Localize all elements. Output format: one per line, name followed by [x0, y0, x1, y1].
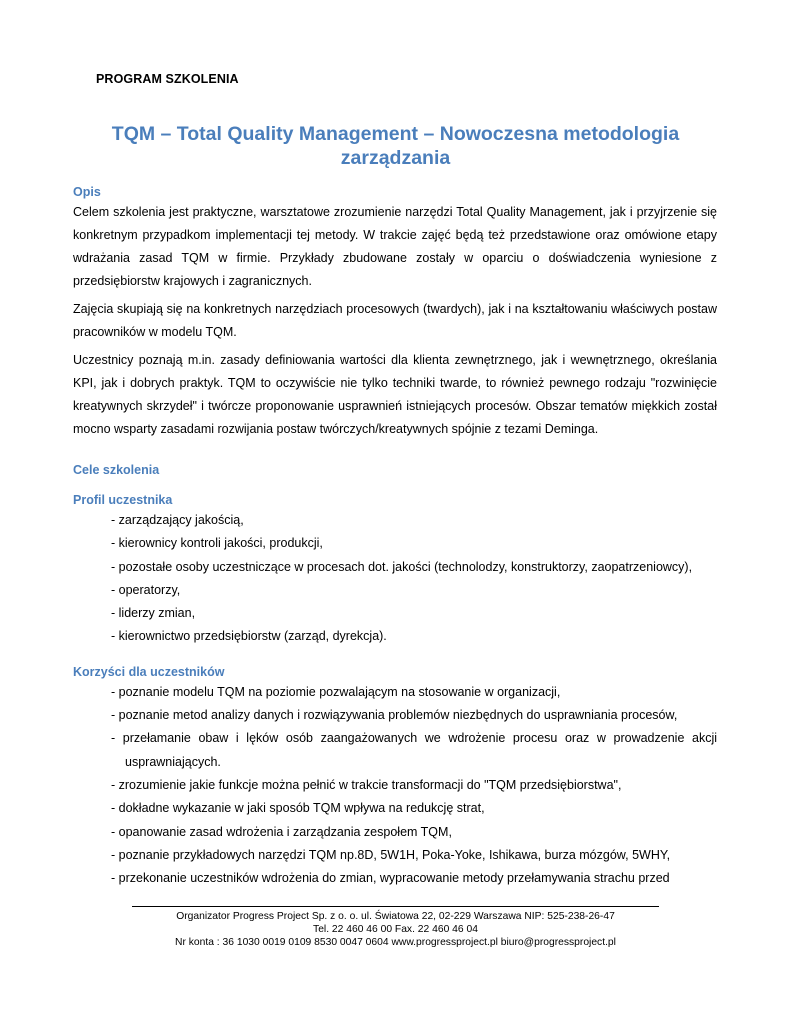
list-item: - zarządzający jakością,	[111, 513, 244, 527]
footer-address: Organizator Progress Project Sp. z o. o. ul. Światowa 22, 02-229 Warszawa NIP: 525-238-26-47	[176, 911, 615, 922]
list-item: - opanowanie zasad wdrożenia i zarządzania zespołem TQM,	[111, 824, 452, 839]
opis-paragraph: Zajęcia skupiają się na konkretnych narzędziach procesowych (twardych), jak i na kształtowaniu właściwych postaw pracowników w modelu TQM.	[73, 302, 717, 339]
program-label: PROGRAM SZKOLENIA	[96, 72, 239, 86]
list-item: - przełamanie obaw i lęków osób zaangażowanych we wdrożenie procesu oraz w prowadzenie akcji usprawniających.	[111, 731, 717, 769]
list-item: - poznanie przykładowych narzędzi TQM np.8D, 5W1H, Poka-Yoke, Ishikawa, burza mózgów, 5WHY,	[111, 847, 671, 862]
footer-phone: Tel. 22 460 46 00 Fax. 22 460 46 04	[313, 924, 478, 935]
list-item: - zrozumienie jakie funkcje można pełnić w trakcie transformacji do "TQM przedsiębiorstwa",	[111, 777, 622, 792]
opis-paragraph: Uczestnicy poznają m.in. zasady definiowania wartości dla klienta zewnętrznego, jak i wewnętrznego, określania KPI, jak i dobrych praktyk. TQM to oczywiście nie tylko techniki twarde, to również pewnego rodzaju "rozwinięcie kreatywnych skrzydeł" i twórcze proponowanie usprawnień istniejących procesów. Obszar tematów miękkich został mocno wsparty zasadami rozwijania postaw twórczych/kreatywnych spójnie z tezami Deminga.	[73, 353, 717, 436]
list-item: - poznanie metod analizy danych i rozwiązywania problemów niezbędnych do usprawniania procesów,	[111, 708, 678, 723]
list-item: - dokładne wykazanie w jaki sposób TQM wpływa na redukcję strat,	[111, 801, 485, 816]
list-item: - przekonanie uczestników wdrożenia do zmian, wypracowanie metody przełamywania strachu przed	[111, 871, 670, 886]
list-item: - pozostałe osoby uczestniczące w procesach dot. jakości (technolodzy, konstruktorzy, zaopatrzeniowcy),	[111, 559, 693, 574]
list-item: - poznanie modelu TQM na poziomie pozwalającym na stosowanie w organizacji,	[111, 684, 561, 699]
page-footer	[132, 906, 659, 949]
opis-paragraph: Celem szkolenia jest praktyczne, warsztatowe zrozumienie narzędzi Total Quality Management, jak i przyjrzenie się konkretnym przypadkom implementacji tej metody. W trakcie zajęć będą też przedstawione oraz omówione etapy wdrażania zasad TQM w firmie. Przykłady zbudowane zostały w oparciu o doświadczenia wyniesione z przedsiębiorstw krajowych i zagranicznych.	[73, 205, 717, 288]
opis-heading: Opis	[73, 185, 101, 199]
list-item: - operatorzy,	[111, 582, 181, 597]
korzysci-heading: Korzyści dla uczestników	[73, 664, 225, 679]
footer-account: Nr konta : 36 1030 0019 0109 8530 0047 0604 www.progressproject.pl biuro@progressproject.pl	[175, 937, 616, 948]
list-item: - kierownicy kontroli jakości, produkcji,	[111, 536, 323, 551]
document-body	[73, 183, 717, 890]
list-item: - kierownictwo przedsiębiorstw (zarząd, dyrekcja).	[111, 629, 387, 644]
document-title: TQM – Total Quality Management – Nowoczesna metodologia zarządzania	[111, 123, 680, 169]
cele-heading: Cele szkolenia	[73, 463, 160, 477]
korzysci-list	[73, 681, 717, 891]
list-item: - liderzy zmian,	[111, 606, 196, 621]
profil-heading: Profil uczestnika	[73, 493, 173, 507]
profil-list	[73, 509, 717, 649]
